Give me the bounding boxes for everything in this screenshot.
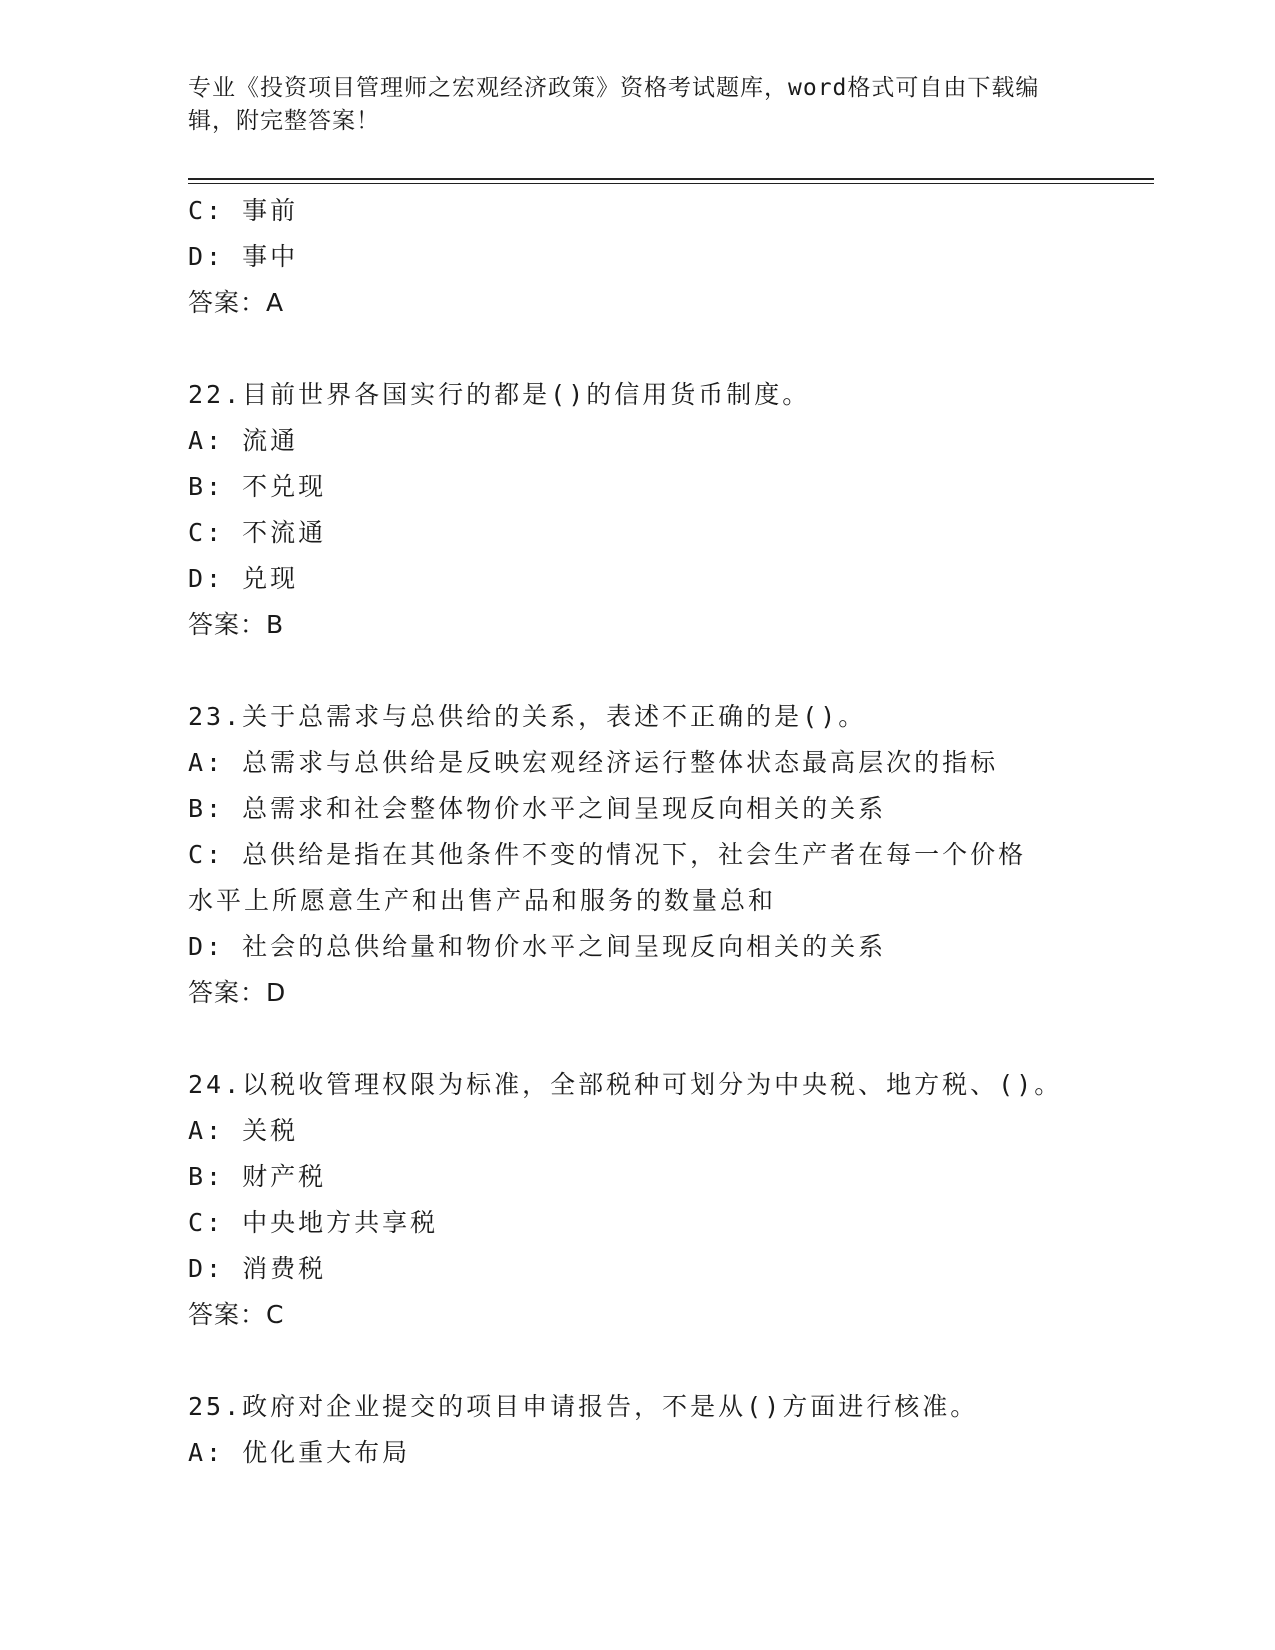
header-line-2: 辑，附完整答案！ [188, 108, 380, 134]
header-rule-thick [188, 178, 1154, 180]
option-line: B: 不兑现 [188, 472, 327, 501]
option-line: B: 总需求和社会整体物价水平之间呈现反向相关的关系 [188, 794, 887, 823]
option-line: C: 中央地方共享税 [188, 1208, 439, 1237]
option-line: D: 事中 [188, 242, 299, 271]
question-stem: 25.政府对企业提交的项目申请报告，不是从()方面进行核准。 [188, 1392, 979, 1421]
question-stem: 24.以税收管理权限为标准，全部税种可划分为中央税、地方税、()。 [188, 1070, 1063, 1099]
answer-line: 答案：C [188, 1300, 285, 1329]
option-line: A: 总需求与总供给是反映宏观经济运行整体状态最高层次的指标 [188, 748, 999, 777]
option-line: B: 财产税 [188, 1162, 327, 1191]
question-list [188, 188, 1088, 1476]
question-stem: 22.目前世界各国实行的都是()的信用货币制度。 [188, 380, 811, 409]
option-line: C: 不流通 [188, 518, 327, 547]
option-line: C: 总供给是指在其他条件不变的情况下，社会生产者在每一个价格水平上所愿意生产和出售产品和服务的数量总和 [188, 840, 1027, 915]
answer-line: 答案：A [188, 288, 285, 317]
option-line: D: 社会的总供给量和物价水平之间呈现反向相关的关系 [188, 932, 887, 961]
option-line: A: 流通 [188, 426, 299, 455]
question-stem: 23.关于总需求与总供给的关系，表述不正确的是()。 [188, 702, 867, 731]
option-line: A: 关税 [188, 1116, 299, 1145]
option-line: D: 兑现 [188, 564, 299, 593]
option-line: A: 优化重大布局 [188, 1438, 411, 1467]
header-rule-thin [188, 183, 1154, 184]
option-line: D: 消费税 [188, 1254, 327, 1283]
page-header [188, 72, 1088, 138]
answer-line: 答案：D [188, 978, 287, 1007]
answer-line: 答案：B [188, 610, 285, 639]
option-line: C: 事前 [188, 196, 299, 225]
header-line-1: 专业《投资项目管理师之宏观经济政策》资格考试题库，word格式可自由下载编 [188, 75, 1040, 101]
